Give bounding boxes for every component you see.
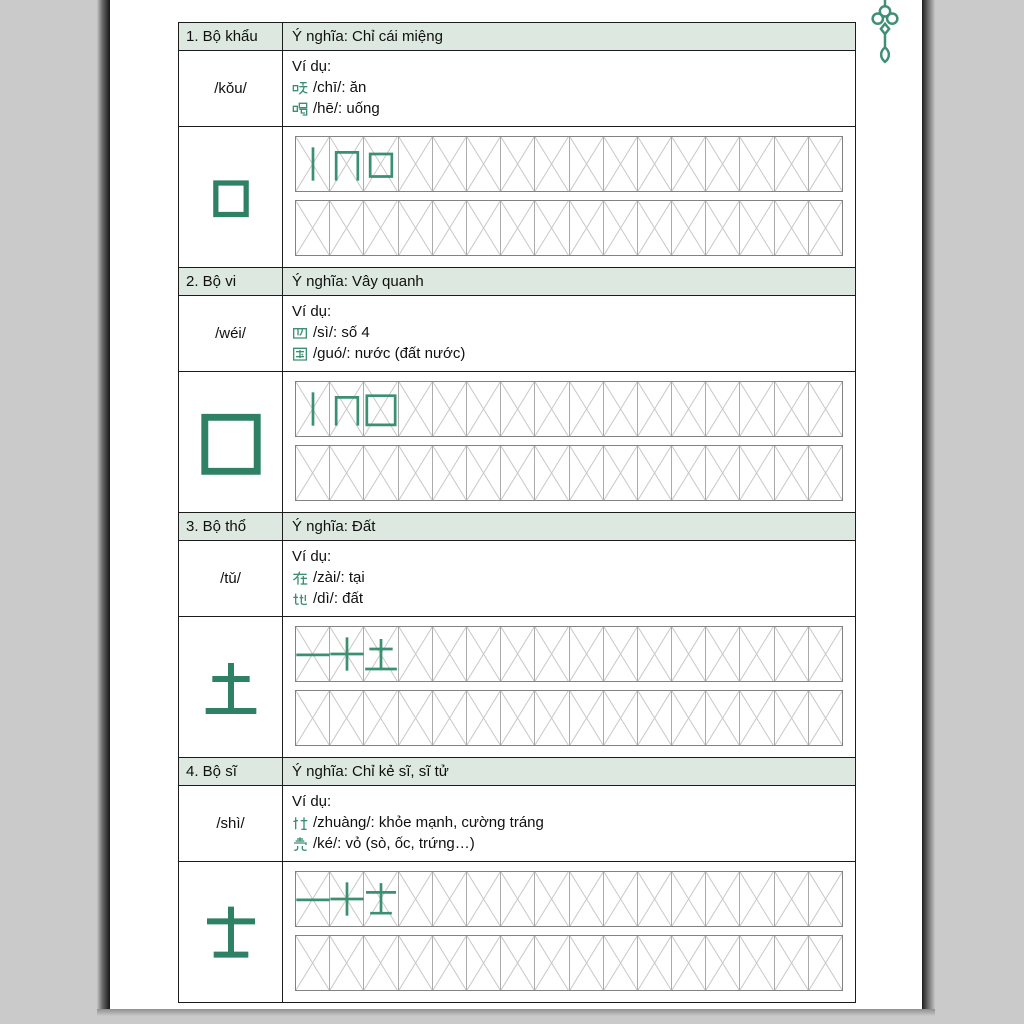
practice-cell (330, 691, 364, 745)
example-text: /guó/: nước (đất nước) (313, 345, 466, 362)
stroke-order-cell (364, 627, 398, 681)
practice-cell (467, 691, 501, 745)
practice-cell (399, 872, 433, 926)
example-text: /zài/: tại (313, 569, 365, 586)
practice-cell (570, 936, 604, 990)
radical-pinyin: /kǒu/ (179, 51, 283, 126)
stroke-order-cell (330, 627, 364, 681)
stroke-order-cell (296, 137, 330, 191)
practice-cell (604, 446, 638, 500)
practice-cell (638, 872, 672, 926)
practice-cell (638, 691, 672, 745)
practice-cell (399, 936, 433, 990)
practice-row (179, 371, 855, 512)
practice-cell (672, 201, 706, 255)
example-text: /hē/: uống (313, 100, 380, 117)
radical-display (179, 862, 283, 1002)
example-line (292, 98, 846, 119)
practice-cell (740, 627, 774, 681)
practice-cell (638, 936, 672, 990)
stroke-order-cell (330, 137, 364, 191)
examples-label: Ví dụ: (292, 548, 332, 565)
practice-cell (740, 137, 774, 191)
practice-area (283, 617, 855, 757)
practice-cell (330, 201, 364, 255)
practice-cell (433, 137, 467, 191)
examples-label: Ví dụ: (292, 303, 332, 320)
practice-cell (570, 382, 604, 436)
practice-cell (672, 872, 706, 926)
practice-cell (638, 137, 672, 191)
practice-cell (467, 137, 501, 191)
practice-grid-row-2 (295, 935, 843, 991)
stroke-order-cell (330, 872, 364, 926)
radical-examples (283, 51, 855, 126)
practice-cell (535, 936, 569, 990)
example-line (292, 812, 846, 833)
practice-area (283, 127, 855, 267)
practice-cell (706, 627, 740, 681)
radical-display (179, 127, 283, 267)
practice-cell (364, 691, 398, 745)
practice-cell (501, 872, 535, 926)
radical-glyph (199, 655, 263, 719)
practice-cell (535, 201, 569, 255)
practice-grid-row-1 (295, 626, 843, 682)
practice-cell (399, 446, 433, 500)
practice-cell (809, 137, 842, 191)
example-line (292, 588, 846, 609)
practice-cell (570, 201, 604, 255)
practice-cell (706, 382, 740, 436)
examples-label: Ví dụ: (292, 793, 332, 810)
book-edge-right (922, 0, 935, 1009)
section-header-row (179, 23, 855, 50)
practice-cell (570, 137, 604, 191)
practice-cell (604, 137, 638, 191)
practice-cell (433, 872, 467, 926)
practice-cell (706, 691, 740, 745)
practice-cell (706, 201, 740, 255)
practice-cell (535, 627, 569, 681)
practice-cell (604, 691, 638, 745)
practice-cell (740, 936, 774, 990)
practice-cell (433, 382, 467, 436)
practice-cell (467, 936, 501, 990)
radical-section-4 (179, 757, 855, 1002)
example-row (179, 540, 855, 616)
example-text: /chī/: ăn (313, 79, 367, 96)
practice-cell (775, 691, 809, 745)
practice-cell (740, 872, 774, 926)
practice-cell (535, 872, 569, 926)
example-line (292, 322, 846, 343)
practice-cell (330, 936, 364, 990)
practice-cell (501, 936, 535, 990)
example-hanzi (292, 836, 308, 852)
radical-title: 2. Bộ vi (179, 268, 283, 295)
practice-cell (809, 201, 842, 255)
practice-cell (604, 936, 638, 990)
practice-cell (433, 936, 467, 990)
radical-examples (283, 786, 855, 861)
practice-grid-row-1 (295, 136, 843, 192)
example-line (292, 567, 846, 588)
practice-cell (364, 446, 398, 500)
practice-cell (501, 201, 535, 255)
example-text: /dì/: đất (313, 590, 364, 607)
practice-cell (638, 382, 672, 436)
practice-row (179, 861, 855, 1002)
practice-grid-row-1 (295, 871, 843, 927)
practice-cell (296, 201, 330, 255)
practice-cell (706, 137, 740, 191)
practice-cell (364, 201, 398, 255)
practice-cell (775, 137, 809, 191)
practice-cell (672, 627, 706, 681)
example-text: /ké/: vỏ (sò, ốc, trứng…) (313, 835, 475, 852)
practice-cell (775, 872, 809, 926)
practice-cell (570, 446, 604, 500)
practice-cell (399, 137, 433, 191)
practice-cell (296, 446, 330, 500)
practice-cell (604, 201, 638, 255)
practice-cell (570, 691, 604, 745)
practice-cell (330, 446, 364, 500)
example-text: /zhuàng/: khỏe mạnh, cường tráng (313, 814, 544, 831)
radical-pinyin: /wéi/ (179, 296, 283, 371)
book-page (110, 0, 922, 1009)
section-header-row (179, 267, 855, 295)
radical-title: 1. Bộ khẩu (179, 23, 283, 50)
practice-cell (706, 872, 740, 926)
practice-cell (775, 201, 809, 255)
example-hanzi (292, 346, 308, 362)
practice-cell (638, 627, 672, 681)
example-text: /sì/: số 4 (313, 324, 370, 341)
section-header-row (179, 512, 855, 540)
practice-cell (775, 936, 809, 990)
practice-cell (399, 382, 433, 436)
practice-row (179, 126, 855, 267)
practice-cell (809, 691, 842, 745)
radical-meaning: Ý nghĩa: Chỉ cái miệng (283, 23, 855, 50)
practice-cell (706, 936, 740, 990)
practice-cell (467, 446, 501, 500)
stroke-order-cell (330, 382, 364, 436)
radical-section-2 (179, 267, 855, 512)
stroke-order-cell (364, 872, 398, 926)
practice-area (283, 372, 855, 512)
practice-cell (535, 137, 569, 191)
practice-cell (501, 446, 535, 500)
example-line (292, 77, 846, 98)
practice-cell (740, 201, 774, 255)
practice-cell (740, 382, 774, 436)
practice-cell (638, 446, 672, 500)
radical-display (179, 617, 283, 757)
example-row (179, 50, 855, 126)
stroke-order-cell (296, 872, 330, 926)
radical-examples (283, 296, 855, 371)
radical-title: 3. Bộ thổ (179, 513, 283, 540)
radical-pinyin: /shì/ (179, 786, 283, 861)
radical-section-1 (179, 23, 855, 267)
practice-cell (775, 627, 809, 681)
stroke-order-cell (364, 382, 398, 436)
chinese-knot-ornament (866, 0, 904, 66)
practice-cell (467, 872, 501, 926)
practice-cell (638, 201, 672, 255)
section-header-row (179, 757, 855, 785)
practice-cell (775, 382, 809, 436)
practice-cell (775, 446, 809, 500)
practice-cell (501, 627, 535, 681)
practice-cell (809, 872, 842, 926)
practice-cell (706, 446, 740, 500)
practice-cell (433, 446, 467, 500)
radicals-table (178, 22, 856, 1003)
practice-cell (433, 627, 467, 681)
practice-cell (433, 201, 467, 255)
example-hanzi (292, 80, 308, 96)
practice-cell (672, 936, 706, 990)
practice-cell (570, 627, 604, 681)
example-hanzi (292, 815, 308, 831)
radical-section-3 (179, 512, 855, 757)
radical-title: 4. Bộ sĩ (179, 758, 283, 785)
example-hanzi (292, 591, 308, 607)
radical-meaning: Ý nghĩa: Đất (283, 513, 855, 540)
practice-cell (740, 691, 774, 745)
radical-display (179, 372, 283, 512)
example-line (292, 833, 846, 854)
practice-row (179, 616, 855, 757)
example-row (179, 785, 855, 861)
practice-grid-row-2 (295, 690, 843, 746)
example-row (179, 295, 855, 371)
practice-cell (809, 446, 842, 500)
radical-glyph (203, 169, 259, 225)
radical-glyph (194, 405, 268, 479)
practice-cell (399, 691, 433, 745)
example-hanzi (292, 325, 308, 341)
practice-cell (296, 691, 330, 745)
practice-cell (809, 627, 842, 681)
stroke-order-cell (296, 382, 330, 436)
practice-cell (501, 137, 535, 191)
practice-cell (467, 201, 501, 255)
practice-cell (467, 627, 501, 681)
practice-cell (296, 936, 330, 990)
practice-cell (604, 382, 638, 436)
practice-cell (467, 382, 501, 436)
book-edge-left (97, 0, 110, 1009)
practice-cell (535, 446, 569, 500)
radical-pinyin: /tǔ/ (179, 541, 283, 616)
practice-area (283, 862, 855, 1002)
practice-cell (501, 691, 535, 745)
practice-cell (535, 382, 569, 436)
radical-meaning: Ý nghĩa: Vây quanh (283, 268, 855, 295)
stroke-order-cell (296, 627, 330, 681)
practice-cell (433, 691, 467, 745)
practice-grid-row-1 (295, 381, 843, 437)
practice-cell (535, 691, 569, 745)
practice-cell (399, 627, 433, 681)
stroke-order-cell (364, 137, 398, 191)
practice-grid-row-2 (295, 445, 843, 501)
practice-cell (809, 936, 842, 990)
practice-cell (740, 446, 774, 500)
practice-cell (604, 872, 638, 926)
practice-cell (672, 691, 706, 745)
example-line (292, 343, 846, 364)
example-hanzi (292, 570, 308, 586)
practice-cell (809, 382, 842, 436)
practice-cell (501, 382, 535, 436)
page-bottom-shadow (97, 1009, 935, 1016)
examples-label: Ví dụ: (292, 58, 332, 75)
practice-cell (672, 382, 706, 436)
radical-glyph (199, 900, 263, 964)
example-hanzi (292, 101, 308, 117)
practice-cell (364, 936, 398, 990)
practice-cell (399, 201, 433, 255)
practice-cell (672, 137, 706, 191)
practice-cell (570, 872, 604, 926)
practice-cell (672, 446, 706, 500)
radical-examples (283, 541, 855, 616)
practice-cell (604, 627, 638, 681)
practice-grid-row-2 (295, 200, 843, 256)
radical-meaning: Ý nghĩa: Chỉ kẻ sĩ, sĩ tử (283, 758, 855, 785)
